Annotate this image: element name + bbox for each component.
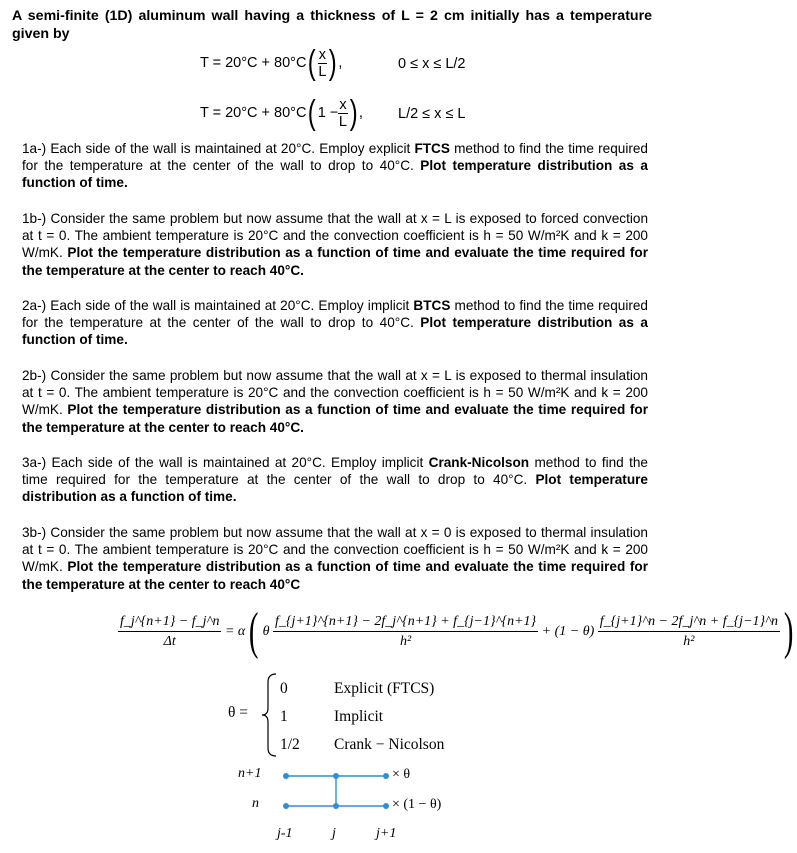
eq2-num: x [339,96,347,113]
lhs-fraction [118,613,221,652]
eq2-den: L [338,113,347,130]
eq2-fraction [338,97,347,130]
p2a-bold: Plot temperature distribution as a function of time. [22,315,648,348]
eq1-condition: 0 ≤ x ≤ L/2 [398,56,466,72]
p1b-bold: Plot the temperature distribution as a function of time and evaluate the time required for the temperature at the center to reach 40°C. [22,245,648,278]
term2-den: h² [683,633,695,649]
problem-3b [22,524,648,593]
term1-fraction [273,613,538,652]
theta-symbol: θ [262,624,270,640]
one-minus-theta: + (1 − θ) [541,624,595,640]
eq2-left: T = 20°C + 80°C [200,104,307,121]
big-paren-open: ( [249,603,259,660]
theta-equals: θ = [228,704,249,721]
problem-2b [22,367,648,436]
eq1-left: T = 20°C + 80°C [200,54,307,71]
term1-den: h² [399,633,412,649]
p3b-text: 3b-) Consider the same problem but now assume that the wall at x = 0 is exposed to thermal insulation at t = 0. The ambient temperature is 20°C and the convection coefficient is h = 50 W/m²K and k = 200 W/mK. [22,525,648,575]
stencil-row-label-top: n+1 [238,766,262,781]
term2-num: f_{j+1}^n − 2f_j^n + f_{j−1}^n [598,613,780,632]
paren-close: ) [349,94,358,132]
eq1-num: x [318,46,327,63]
p1a-text2: method to find the time required for the temperature at the center of the wall to drop to 40°C. [22,141,648,174]
term2-fraction [598,613,780,652]
stencil-diagram [274,766,400,818]
case-row-1-value: 1 [280,708,288,725]
intro-text: A semi-finite (1D) aluminum wall having a thickness of L = 2 cm initially has a temperature given by [12,8,652,42]
p3a-method: Crank-Nicolson [428,455,530,470]
node-top-left [283,773,289,779]
problem-3a [22,454,648,506]
case-row-0-value: 0 [280,680,288,697]
p1a-bold: Plot temperature distribution as a function of time. [22,158,648,191]
stencil-weight-top: × θ [392,767,411,782]
stencil-weight-bottom: × (1 − θ) [392,797,442,812]
p3a-text: 3a-) Each side of the wall is maintained at 20°C. Employ implicit [22,455,429,470]
p2b-bold: Plot the temperature distribution as a function of time and evaluate the time required for the temperature at the center to reach 40°C. [22,402,648,435]
stencil-col-label-0: j-1 [277,826,293,841]
cases-brace [260,672,280,758]
eq1-fraction [318,47,327,80]
paren-open: ( [308,44,317,82]
node-bottom-right [383,803,389,809]
lhs-num: f_j^{n+1} − f_j^n [118,613,221,632]
node-bottom-left [283,803,289,809]
paren-open: ( [308,94,317,132]
p2a-method: BTCS [413,298,451,313]
initial-temp-equation-1: T = 20°C + 80°C( $\frac{x}{L}$ ) , [200,44,343,82]
paren-close: ) [328,44,337,82]
eq2-condition: L/2 ≤ x ≤ L [398,106,466,122]
eq2-one: 1 − [317,104,339,121]
case-row-1-method: Implicit [334,708,384,725]
theta-method-formula [118,603,797,660]
case-row-0-method: Explicit (FTCS) [334,680,435,697]
node-top-center [333,773,339,779]
equals-alpha: = α [224,624,246,640]
stencil-col-label-2: j+1 [376,826,397,841]
p2b-text: 2b-) Consider the same problem but now assume that the wall at x = L is exposed to thermal insulation at t = 0. The ambient temperature is 20°C and the convection coefficient is h = 50 W/m²K and k = 200 W/mK. [22,368,648,418]
problem-2a [22,297,648,349]
initial-temp-equation-2: T = 20°C + 80°C( 1 − $\frac{x}{L}$ ) , [200,94,363,132]
case-row-2-method: Crank − Nicolson [334,736,445,753]
p3a-bold: Plot temperature distribution as a function of time. [22,472,648,505]
stencil-col-label-1: j [332,826,336,841]
p2a-text2: method to find the time required for the temperature at the center of the wall to drop to 40°C. [22,298,648,331]
p1a-method: FTCS [414,141,450,156]
p3a-text2: method to find the time required for the temperature at the center of the wall to drop to 40°C. [22,455,648,488]
node-top-right [383,773,389,779]
p1b-text: 1b-) Consider the same problem but now assume that the wall at x = L is exposed to forced convection at t = 0. The ambient temperature is 20°C and the convection coefficient is h = 50 W/m²K and k = 200 W/mK. [22,211,648,261]
lhs-den: Δt [163,633,176,649]
problem-1a [22,140,648,192]
node-bottom-center [333,803,339,809]
p1a-text: 1a-) Each side of the wall is maintained at 20°C. Employ explicit [22,141,415,156]
eq1-den: L [318,63,327,80]
big-paren-close: ) [783,603,794,660]
p2a-text: 2a-) Each side of the wall is maintained at 20°C. Employ implicit [22,298,414,313]
case-row-2-value: 1/2 [280,736,300,753]
problem-1b [22,210,648,279]
term1-num: f_{j+1}^{n+1} − 2f_j^{n+1} + f_{j−1}^{n+1} [273,613,538,632]
stencil-row-label-bottom: n [252,796,259,811]
p3b-bold: Plot the temperature distribution as a function of time and evaluate the time required for the temperature at the center to reach 40°C [22,559,648,592]
